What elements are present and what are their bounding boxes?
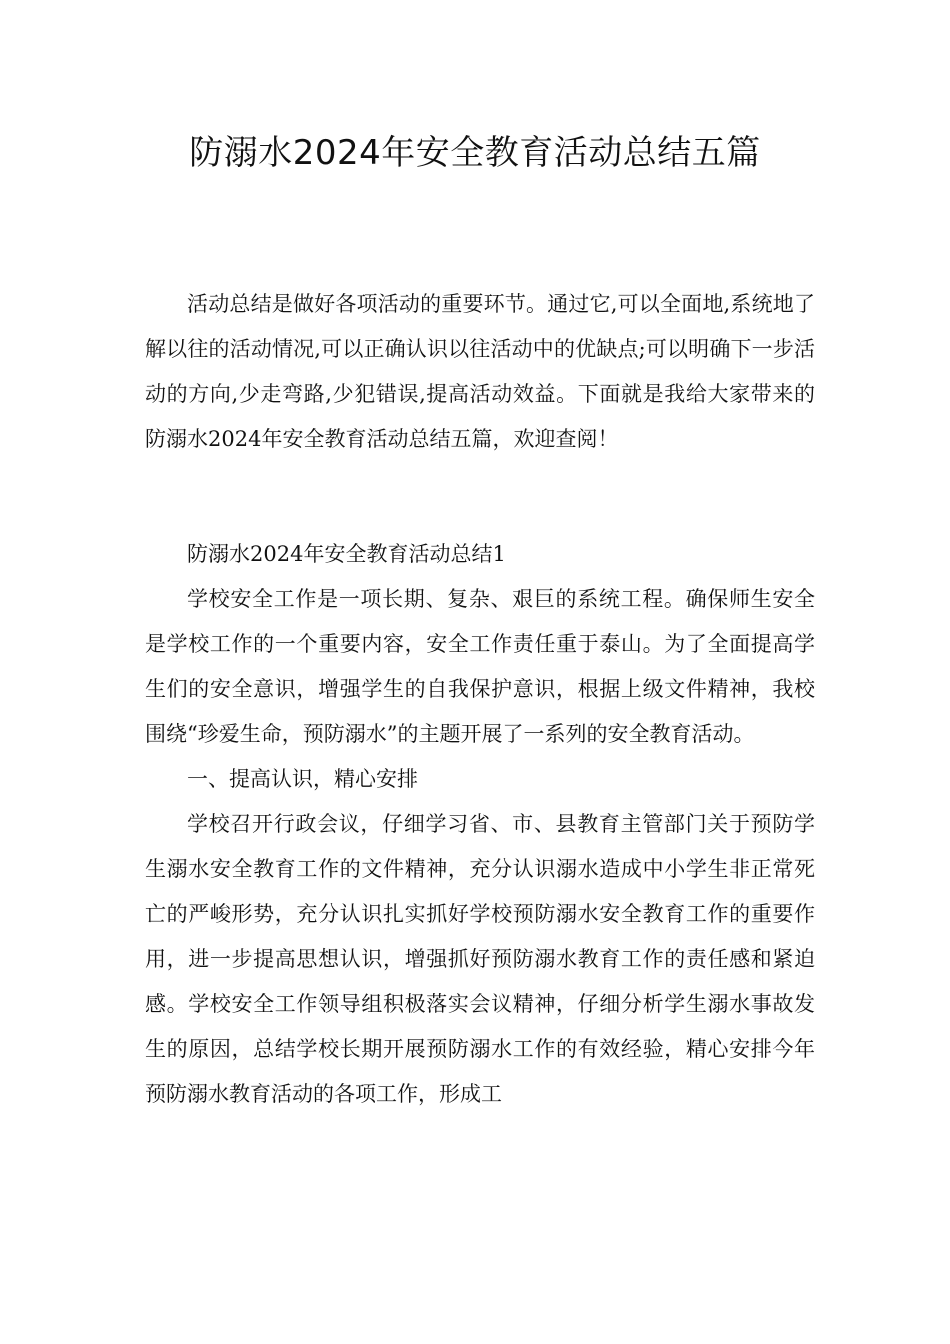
section-1 bbox=[145, 532, 815, 1117]
section-subheading: 一、提高认识，精心安排 bbox=[187, 767, 418, 791]
section-paragraph-2: 学校召开行政会议，仔细学习省、市、县教育主管部门关于预防学生溺水安全教育工作的文件精神，充分认识溺水造成中小学生非正常死亡的严峻形势，充分认识扎实抓好学校预防溺水安全教育工作的重要作用，进一步提高思想认识，增强抓好预防溺水教育工作的责任感和紧迫感。学校安全工作领导组积极落实会议精神，仔细分析学生溺水事故发生的原因，总结学校长期开展预防溺水工作的有效经验，精心安排今年预防溺水教育活动的各项工作，形成工 bbox=[145, 812, 815, 1106]
intro-paragraph: 活动总结是做好各项活动的重要环节。通过它,可以全面地,系统地了解以往的活动情况,可以正确认识以往活动中的优缺点;可以明确下一步活动的方向,少走弯路,少犯错误,提高活动效益。下面就是我给大家带来的防溺水2024年安全教育活动总结五篇，欢迎查阅！ bbox=[145, 292, 815, 451]
document-title: 防溺水2024年安全教育活动总结五篇 bbox=[189, 133, 761, 173]
section-heading: 防溺水2024年安全教育活动总结1 bbox=[187, 542, 506, 566]
intro-block bbox=[145, 282, 815, 462]
section-paragraph-1: 学校安全工作是一项长期、复杂、艰巨的系统工程。确保师生安全是学校工作的一个重要内容，安全工作责任重于泰山。为了全面提高学生们的安全意识，增强学生的自我保护意识，根据上级文件精神，我校围绕“珍爱生命，预防溺水”的主题开展了一系列的安全教育活动。 bbox=[145, 587, 815, 746]
